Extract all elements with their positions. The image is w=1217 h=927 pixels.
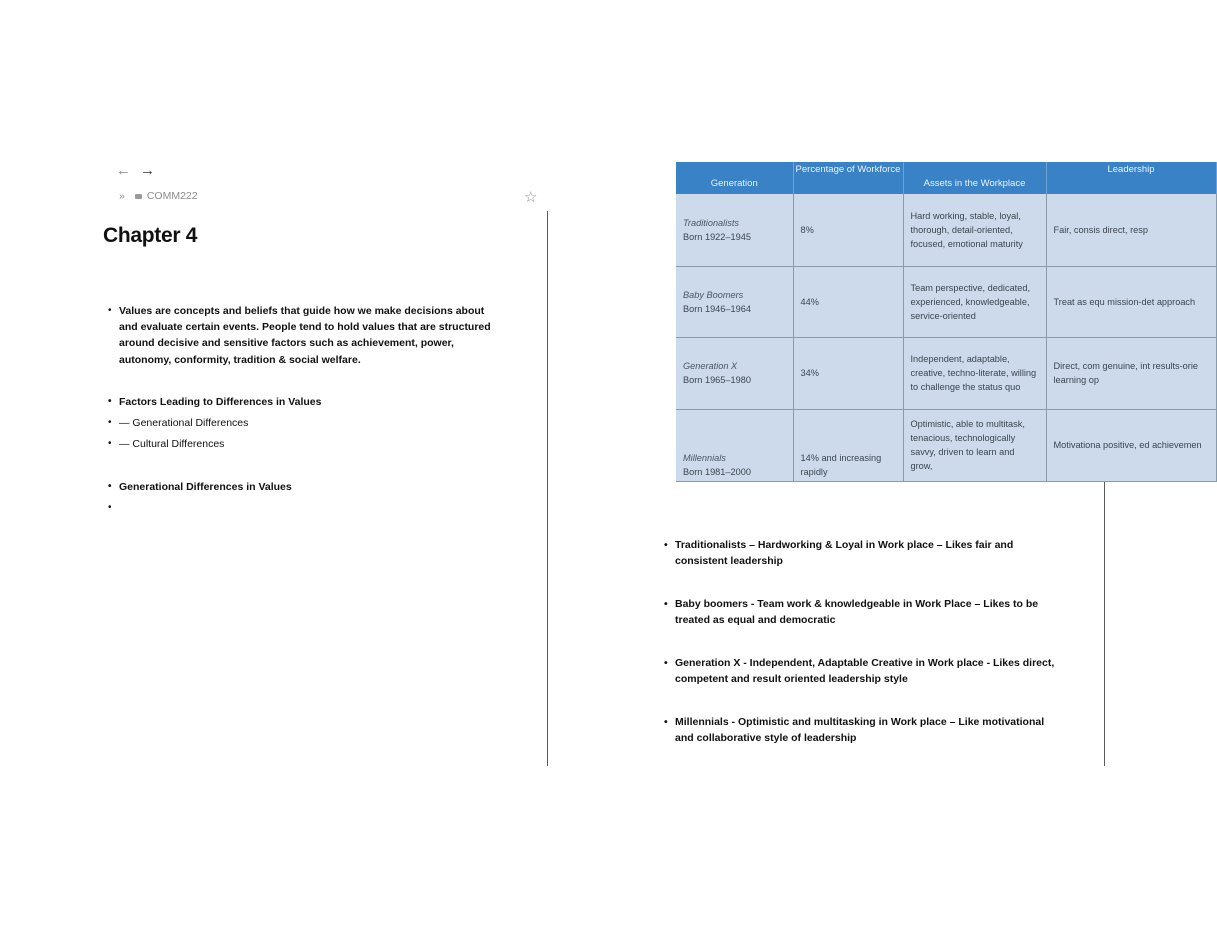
bullet-dot: • [108,305,112,316]
factor-item [108,415,249,431]
assets-cell: Team perspective, dedicated, experienced, knowledgeable, service-oriented [903,266,1046,337]
values-note [108,303,504,368]
percent-cell: 44% [793,266,903,337]
list-item [664,655,1055,687]
list-item [664,537,1055,569]
leadership-cell: Direct, com genuine, int results-orie learning op [1046,337,1216,409]
right-edge-divider [1104,470,1105,766]
table-row [676,194,1216,266]
bullet-dot: • [108,502,112,513]
column-header: Assets in the Workplace [903,162,1046,194]
generation-name: Baby Boomers [683,289,744,300]
page-title: Chapter 4 [103,224,198,247]
factor-generational: — Generational Differences [119,417,249,429]
table-row [676,266,1216,337]
breadcrumb-folder[interactable]: COMM222 [146,190,198,202]
bullet-dot: • [664,598,668,610]
generation-born: Born 1981–2000 [683,466,751,477]
generation-cell [676,409,793,481]
percent-cell: 34% [793,337,903,409]
leadership-cell: Fair, consis direct, resp [1046,194,1216,266]
percent-cell: 8% [793,194,903,266]
leadership-cell: Motivationa positive, ed achievemen [1046,409,1216,481]
back-arrow-icon[interactable]: ← [116,162,131,179]
bullet-dot: • [664,657,668,669]
generational-heading [108,479,292,495]
factor-cultural: — Cultural Differences [119,438,225,450]
column-header: Generation [676,162,793,194]
table-row [676,409,1216,481]
values-term: Values [119,305,153,317]
generation-cell [676,194,793,266]
favorite-star-icon[interactable]: ☆ [524,189,538,206]
values-definition: are concepts and beliefs that guide how we make decisions about and evaluate certain events. People tend to hold values that are structured around decisive and sensitive factors such as achievement, power, autonomy, conformity, tradition & social welfare. [119,305,491,366]
folder-icon [135,194,142,199]
summary-text: Baby boomers - Team work & knowledgeable in Work Place – Likes to be treated as equal and democratic [675,598,1039,627]
bullet-dot: • [108,438,112,449]
breadcrumb [119,190,198,202]
percent-cell: 14% and increasing rapidly [793,409,903,481]
generation-born: Born 1922–1945 [683,231,751,242]
factors-heading [108,394,322,410]
generation-cell [676,266,793,337]
bullet-dot: • [108,481,112,492]
generational-heading-text: Generational Differences in Values [119,481,292,493]
expand-sidebar-icon[interactable]: » [119,190,125,202]
factors-heading-text: Factors Leading to Differences in Values [119,396,322,408]
generation-name: Generation X [683,361,738,371]
generation-name: Traditionalists [683,217,739,228]
generation-born: Born 1946–1964 [683,303,751,314]
generation-born: Born 1965–1980 [683,375,751,385]
factor-item [108,436,225,452]
column-header: Percentage of Workforce [793,162,903,194]
leadership-cell: Treat as equ mission-det approach [1046,266,1216,337]
summary-text: Traditionalists – Hardworking & Loyal in Work place – Likes fair and consistent leadership [675,539,1014,568]
column-divider [547,211,548,766]
assets-cell: Hard working, stable, loyal, thorough, detail-oriented, focused, emotional maturity [903,194,1046,266]
assets-cell: Independent, adaptable, creative, techno-literate, willing to challenge the status quo [903,337,1046,409]
list-item [664,596,1055,628]
table-header-row [676,162,1216,194]
bullet-dot: • [108,396,112,407]
generations-table-image [676,162,1202,477]
list-item [664,714,1055,746]
summary-text: Generation X - Independent, Adaptable Creative in Work place - Likes direct, competent and result oriented leadership style [675,657,1055,686]
generations-table [676,162,1217,482]
assets-cell: Optimistic, able to multitask, tenacious, technologically savvy, driven to learn and grow, [903,409,1046,481]
generation-cell [676,337,793,409]
column-header: Leadership [1046,162,1216,194]
table-row [676,337,1216,409]
summary-text: Millennials - Optimistic and multitasking in Work place – Like motivational and collaborative style of leadership [675,716,1045,745]
forward-arrow-icon[interactable]: → [140,162,155,179]
bullet-dot: • [664,716,668,728]
bullet-dot: • [108,417,112,428]
generation-name: Millennials [683,452,726,463]
bullet-dot: • [664,539,668,551]
empty-bullet[interactable] [108,500,319,516]
